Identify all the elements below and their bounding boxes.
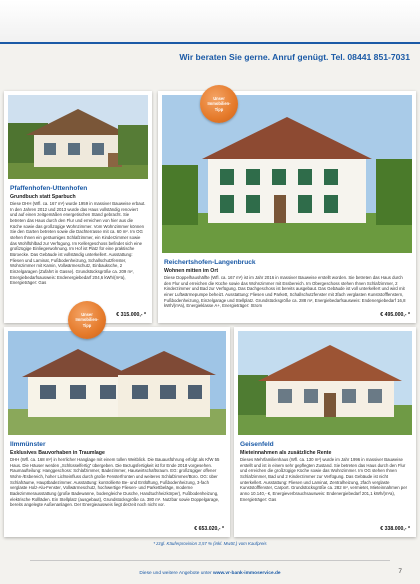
listing-card[interactable] — [4, 91, 152, 323]
listing-price: € 338.000,- * — [380, 526, 410, 532]
header-bar — [0, 0, 420, 44]
listing-description: Diese Doppelhaushälfte (Wfl. ca. 167 m²) ist im Jahr 2016 in massiver Bauweise erstellt worden. Sie betreten das Haus durch den Flur und erreichen die Küche sowie das Wohnzimmer mit Essbereich. Im Obergeschoss stehen Ihnen Schlafzimmer, 2 Kinderzimmer und Bad zur Verfügung. Das Dachgeschoss ist bereits ausgebaut. Das Gebäude ist voll unterkellert und wird mit einer Luftwärmepumpe beheizt. Ausstattung: Fliesen und Parkett, Schallschutzfenster mit 3fach verglasten Kunststofffenstern, Fußbodenheizung, Einzelgarage und Stellplatz. Grundstücksgröße ca. 288 m², Energiebedarfsausweis: Endenergiebedarf 16,8 kWh/(m²a), Energieklasse A+, Energieträger: Strom — [164, 275, 406, 309]
listing-description: Diese DHH (Wfl. ca. 167 m²) wurde 1959 in massiver Bauweise erbaut. In den Jahren 2012 und 2013 wurde das Haus vollständig renoviert und auf einen zeitgemäßen energetischen Stand gebracht. Sie betreten das Haus durch den Flur und erreichen von hier aus die Küche sowie das großzügige Wohnzimmer. Vom Wohnzimmer können Sie den Garten betreten sowie die Dachterrasse mit ca. 60 m². Im OG stehen Ihnen ein geräumiges Schlafzimmer, ein Kinderzimmer sowie das Wohlfühlbad zur Verfügung. Im Kellergeschoss befindet sich eine großzügige Einliegerwohnung. Im Hof ist Platz für eine praktische Büroecke. Das Gebäude ist vollständig unterkellert. Ausstattung: Fliesen und Laminat, Fußbodenheizung, Schallschutzfenster, Wohnzimmer mit Kamin, Vollwärmeschutz, Einbauküche, 2 Einzelgaragen (Zufahrt in Gasse). Grundstücksgröße ca. 209 m², Energiebedarfsausweis: Endenergiebedarf 204,6 kWh/(m²a), Energieträger: Gas — [10, 201, 146, 286]
listing-text — [164, 259, 410, 309]
tip-badge — [200, 85, 238, 123]
listing-text — [10, 185, 146, 286]
listing-photo — [8, 331, 226, 435]
listing-card[interactable] — [234, 327, 416, 537]
listing-price: € 653.020,- * — [194, 526, 224, 532]
footer-text — [0, 571, 420, 576]
footer-prefix: Diese und weitere Angebote unter — [139, 571, 212, 576]
listing-headline: Wohnen mitten im Ort — [164, 267, 219, 274]
listing-headline: Exklusives Bauvorhaben in Traumlage — [10, 449, 105, 456]
listing-location: Geisenfeld — [240, 441, 274, 448]
listing-card[interactable] — [158, 91, 416, 323]
listing-price: € 315.000,- * — [116, 312, 146, 318]
listing-description: Dieses Mehrfamilienhaus (Wfl. ca. 130 m²) wurde im Jahr 1996 in massiver Bauweise erstellt und ist in einem sehr gepflegten Zustand. Sie betreten das Haus durch den Flur und erreichen die großzügige Küche sowie das Wohnzimmer. Im OG stehen Ihnen Schlafzimmer, Bad und 2 Kinderzimmer zur Verfügung. Das Gebäude ist nicht unterkellert. Ausstattung: Fliesen und Laminat, Zentralheizung, 2fach verglaste Kunststofffenster, Carport. Grundstücksgröße ca. 282 m², vermietet, Mieteinnahmen per anno 10.140,- €, Energieverbrauchsausweis: Endenergiebedarf 201,1 kWh/(m²a), Energieträger: Gas — [240, 457, 408, 502]
page-number: 7 — [398, 568, 402, 575]
footnote: * zzgl. Käuferprovision 3,57 % (inkl. MwSt.) vom Kaufpreis — [153, 541, 267, 546]
listing-location: Pfaffenhofen-Uttenhofen — [10, 185, 88, 192]
tip-badge-label: Unser Immobilien-Tipp — [75, 312, 99, 328]
listing-photo — [162, 95, 412, 253]
listing-photo — [238, 331, 412, 435]
header-stripe — [0, 42, 420, 44]
listing-card[interactable] — [4, 327, 230, 537]
footer — [0, 558, 420, 584]
listing-location: Reichertshofen-Langenbruck — [164, 259, 256, 266]
tip-badge — [68, 301, 106, 339]
footer-divider — [30, 560, 390, 561]
listing-description: DHH (Wfl. ca. 168 m²) in herrlicher Hanglage mit einem tollen Weitblick. Die Bauausführung erfolgt als KfW 55 Haus. Die Häuser werden „Schlüsselfertig“ übergeben. Die Bezugsfertigkeit ist für Ende 2018 vorgesehen. Raumaufteilung: Hanggeschoss: Schlafzimmer, Badezimmer, Hauswirtschaftsraum. EG: großzügiger offener Wohn-/Esbereich, hoher Lichteinfluss durch große Fensterfronten und weiteres Schlafzimmer/Büro. OG: über Schlafräume, Hauptbadezimmer. Ausstattung: kontrollierte Be- und Entlüftung, Fußbodenheizung, 3-fach verglaste Holz-Alu-Fenster, Vollwärmeschutz, hochwertige Fliesen- und Parkettbeläge, moderne Badezimmerausstattung (große Badewanne, bodengleiche Dusche, Handtuchheizkörper), Fußbodenheizung, elektrische Rollläden. Ein Stellplatz (ausgebaut), Grundstücksgröße ca. 380 m². Nutzbar sowie Doppelgarage, bereits angelegte Außenanlagen. Der Energieausweis liegt derzeit noch nicht vor. — [10, 457, 220, 508]
listing-text — [240, 441, 410, 502]
listing-text — [10, 441, 224, 508]
listing-headline: Mieteinnahmen als zusätzliche Rente — [240, 449, 332, 456]
tagline: Wir beraten Sie gerne. Anruf genügt. Tel. 08441 851-7031 — [179, 52, 410, 62]
tip-badge-label: Unser Immobilien-Tipp — [207, 96, 231, 112]
listing-photo — [8, 95, 148, 179]
listing-headline: Grundbuch statt Sparbuch — [10, 193, 76, 200]
listing-location: Ilmmünster — [10, 441, 46, 448]
listing-price: € 495.000,- * — [380, 312, 410, 318]
footer-url-link[interactable]: www.vr-bank-immoservice.de — [213, 571, 281, 576]
